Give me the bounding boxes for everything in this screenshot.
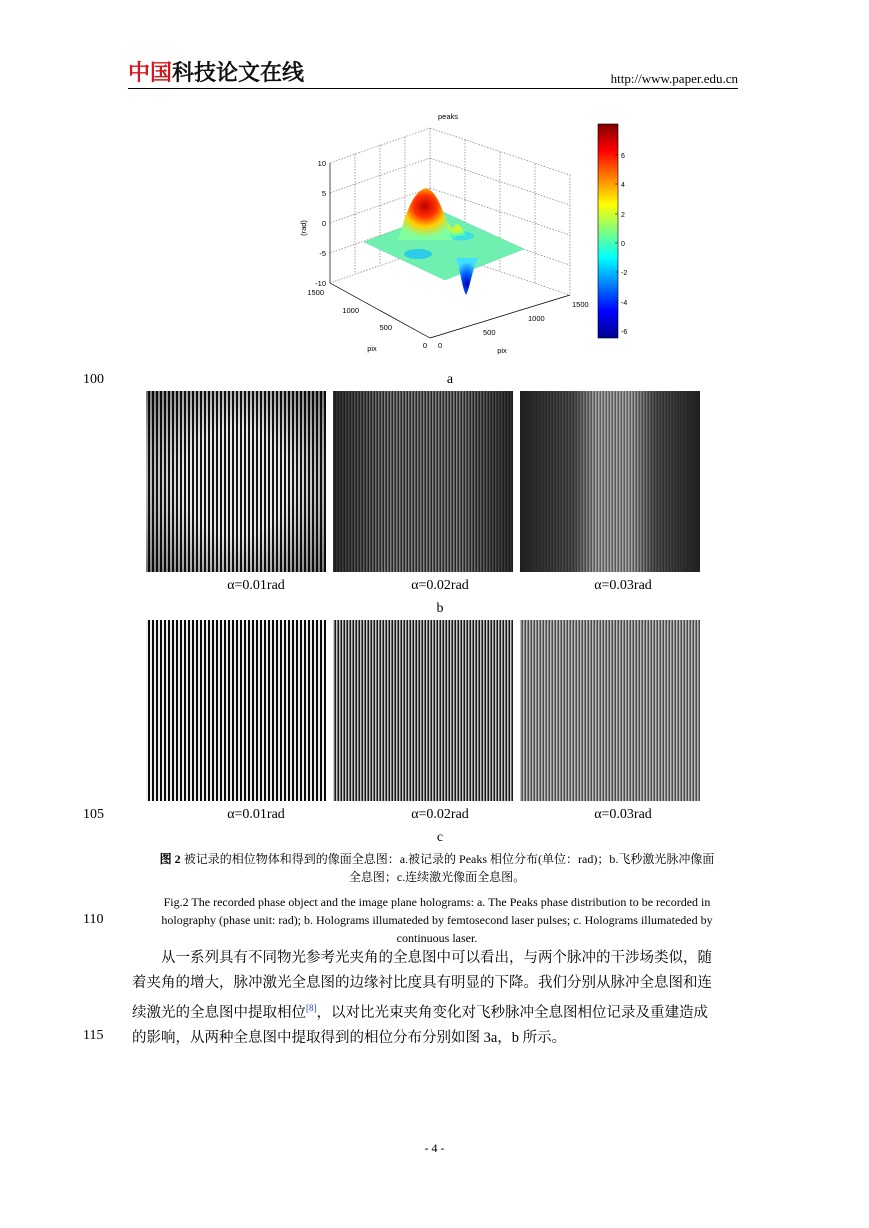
figure-caption-en	[132, 893, 742, 947]
caption-en-line1: Fig.2 The recorded phase object and the image plane holograms: a. The Peaks phase distribution to be recorded in	[163, 895, 711, 909]
alpha-label-b3: α=0.03rad	[594, 578, 652, 593]
alpha-label-b1: α=0.01rad	[227, 578, 285, 593]
line-number: 105	[83, 807, 104, 822]
caption-prefix: 图 2	[159, 852, 181, 866]
journal-logo	[128, 60, 304, 88]
figure-caption-zh	[132, 850, 742, 886]
hologram-b2	[333, 391, 513, 572]
logo-part2: 科技论文在线	[172, 61, 305, 86]
colorbar-tick: 0	[621, 241, 625, 248]
x-axis-label: pix	[367, 344, 377, 353]
alpha-label-b2: α=0.02rad	[411, 578, 469, 593]
caption-zh-line2: 全息图；c.连续激光像面全息图。	[348, 870, 526, 884]
caption-en-line2: holography (phase unit: rad); b. Holograms illumateded by femtosecond laser pulses; c. Holograms illumateded by	[161, 913, 713, 927]
z-tick: -10	[315, 279, 326, 288]
right-axis-tick: 0	[438, 341, 443, 350]
peaks-3d-plot	[280, 108, 640, 360]
hologram-b1	[146, 391, 326, 572]
colorbar-tick: 6	[621, 153, 625, 160]
paragraph-line3-start: 续激光的全息图中提取相位	[132, 1004, 306, 1021]
body-paragraph	[132, 946, 738, 1051]
logo-part1: 中国	[128, 61, 173, 86]
right-axis-tick: 1500	[572, 300, 589, 309]
surface-big-peak	[398, 188, 452, 240]
colorbar	[598, 124, 618, 338]
alpha-label-c3: α=0.03rad	[594, 807, 652, 822]
paragraph-line3-end: ，以对比光束夹角变化对飞秒脉冲全息图相位记录及重建造成	[316, 1004, 708, 1021]
right-axis-tick: 500	[483, 328, 496, 337]
y-axis-label: pix	[497, 346, 507, 355]
figure-b-caption: b	[436, 601, 444, 616]
paragraph-line2: 着夹角的增大，脉冲激光全息图的边缘衬比度具有明显的下降。我们分别从脉冲全息图和连	[132, 975, 712, 991]
z-tick: 0	[321, 219, 326, 228]
line-number: 115	[83, 1028, 104, 1043]
header-rule	[128, 88, 738, 89]
citation-link[interactable]: [8]	[306, 1003, 317, 1013]
line-number: 100	[83, 372, 104, 387]
plot-title: peaks	[437, 112, 459, 121]
caption-en-line3: continuous laser.	[396, 931, 478, 945]
colorbar-tick: -6	[621, 329, 628, 336]
right-axis-tick: 1000	[528, 314, 545, 323]
hologram-c2	[333, 620, 513, 801]
left-axis-tick: 0	[422, 341, 427, 350]
figure-a-caption: a	[446, 372, 454, 387]
hologram-b3	[520, 391, 700, 572]
figure-c-caption: c	[436, 830, 444, 845]
colorbar-tick: -2	[621, 270, 628, 277]
z-tick: -5	[319, 249, 326, 258]
z-axis-label: (rad)	[299, 220, 308, 236]
left-axis-tick: 1500	[307, 288, 324, 297]
colorbar-tick: -4	[621, 300, 628, 307]
left-axis-tick: 1000	[342, 306, 359, 315]
hologram-c1	[146, 620, 326, 801]
surface-valley	[456, 258, 478, 295]
page-number: - 4 -	[424, 1141, 445, 1155]
alpha-label-c2: α=0.02rad	[411, 807, 469, 822]
paragraph-line4: 的影响，从两种全息图中提取得到的相位分布分别如图 3a，b 所示。	[132, 1029, 567, 1046]
z-tick: 10	[317, 159, 326, 168]
paragraph-line1: 从一系列具有不同物光参考光夹角的全息图中可以看出，与两个脉冲的干涉场类似，随	[161, 950, 712, 966]
caption-zh-line1: 被记录的相位物体和得到的像面全息图：a.被记录的 Peaks 相位分布(单位：rad)；b.飞秒激光脉冲像面	[183, 852, 715, 866]
line-number: 110	[83, 912, 104, 927]
colorbar-tick: 4	[621, 182, 625, 189]
z-tick: 5	[321, 189, 326, 198]
surface-dip	[404, 249, 432, 259]
colorbar-tick: 2	[621, 212, 625, 219]
left-axis-tick: 500	[379, 323, 392, 332]
alpha-label-c1: α=0.01rad	[227, 807, 285, 822]
paragraph-line3	[132, 996, 738, 1026]
hologram-c3	[520, 620, 700, 801]
header-url[interactable]: http://www.paper.edu.cn	[610, 71, 738, 86]
